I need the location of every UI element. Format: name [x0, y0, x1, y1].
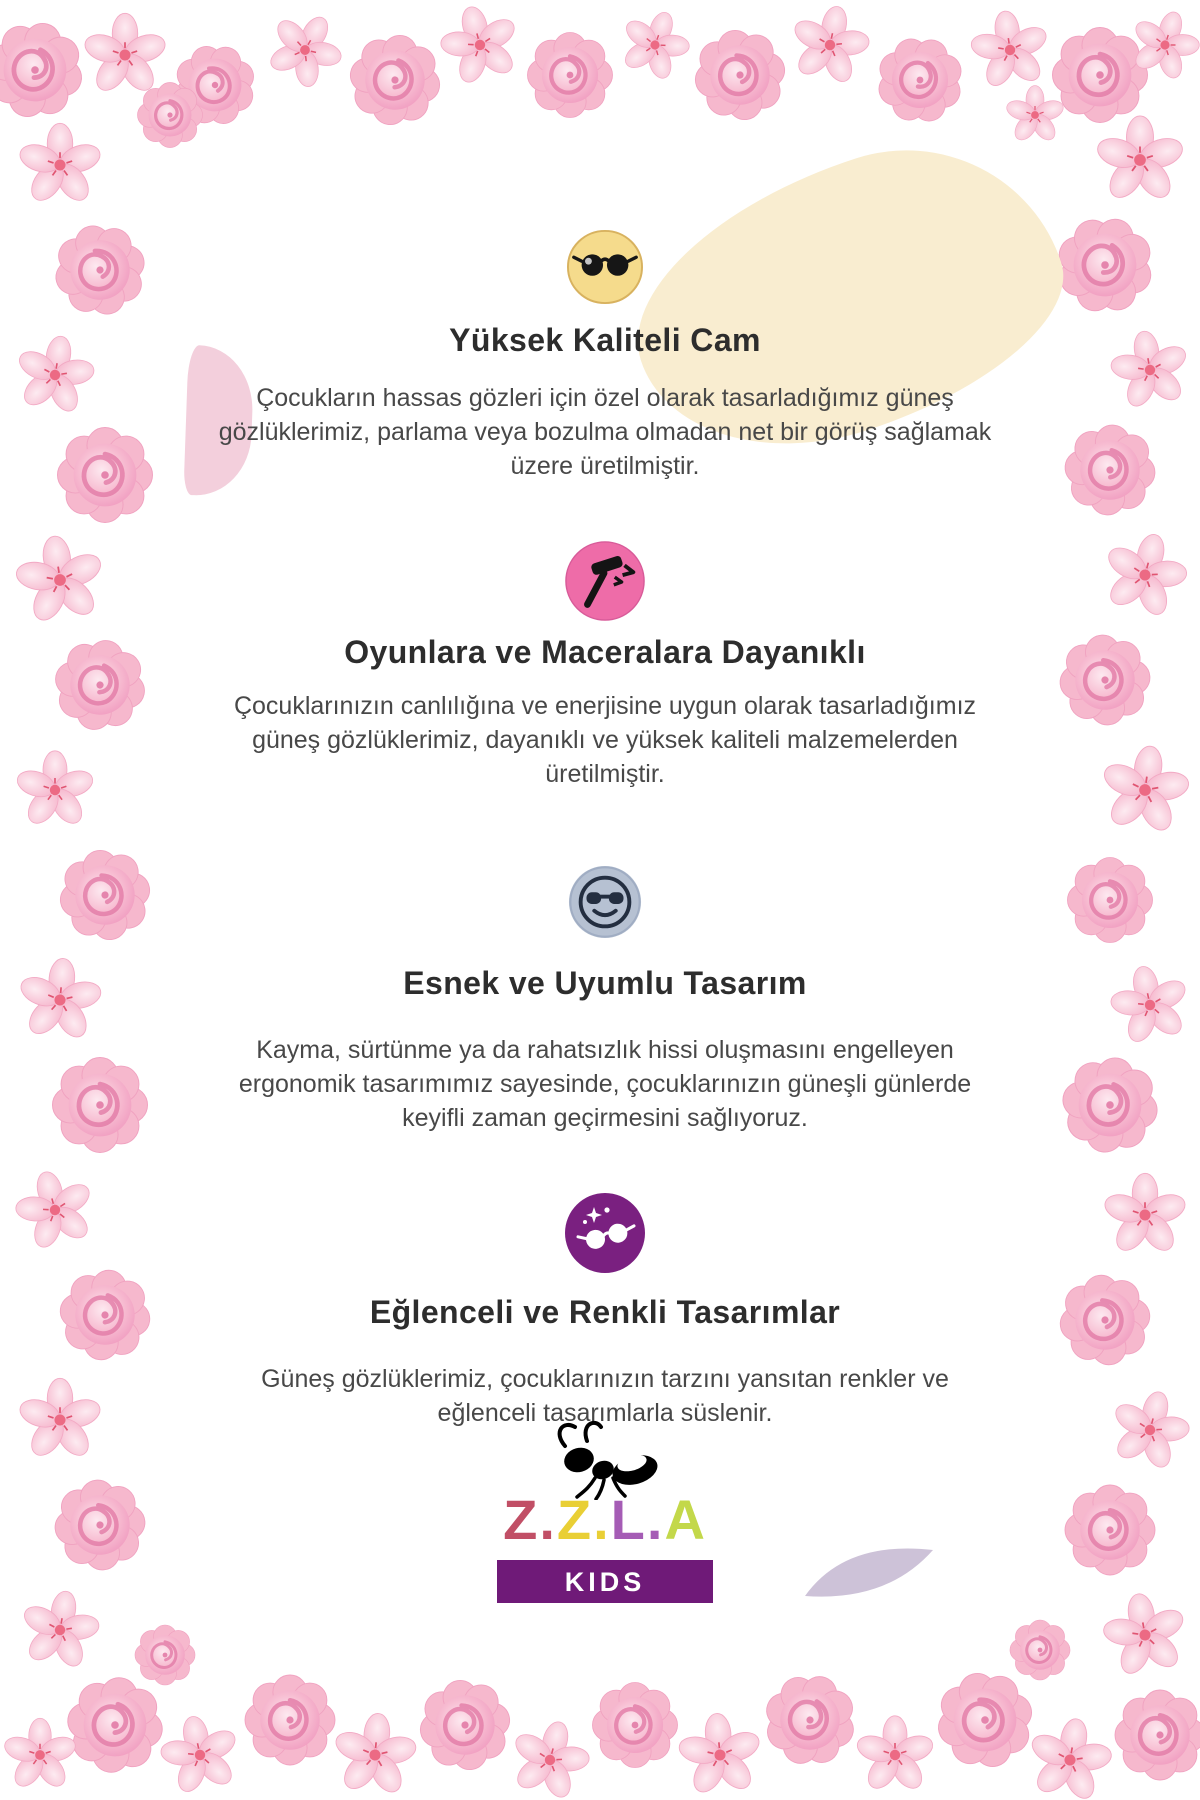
brand-name — [215, 1490, 995, 1550]
feature-title-durability: Oyunlara ve Maceralara Dayanıklı — [344, 634, 866, 670]
smiley-sunglasses-icon — [567, 864, 643, 940]
brand-letter: Z — [503, 1488, 540, 1551]
feature-title-design: Eğlenceli ve Renkli Tasarımlar — [369, 1294, 841, 1330]
brand-letter: L — [610, 1488, 647, 1551]
hammer-icon — [564, 540, 646, 622]
brand-letter: Z — [556, 1488, 594, 1551]
feature-title-quality: Yüksek Kaliteli Cam — [449, 322, 761, 358]
feature-body-durability: Çocuklarınızın canlılığına ve enerjisine uygun olarak tasarladığımız güneş gözlüklerimiz, dayanıklı ve yüksek kaliteli malzemelerden üretilmiştir. — [233, 692, 977, 788]
brand-letter: A — [664, 1488, 707, 1551]
brand-letter: . — [593, 1488, 611, 1551]
brand-letter: . — [646, 1488, 665, 1551]
feature-title-comfort: Esnek ve Uyumlu Tasarım — [403, 965, 807, 1001]
brand-letter: . — [539, 1488, 557, 1551]
brand-tag: KIDS — [497, 1560, 713, 1603]
sunglasses-emoji-icon — [566, 229, 644, 305]
feature-body-quality: Çocukların hassas gözleri için özel olarak tasarladığımız güneş gözlüklerimiz, parlama veya bozulma olmadan net bir görüş sağlamak üzere üretilmiştir. — [218, 384, 992, 480]
feature-body-comfort: Kayma, sürtünme ya da rahatsızlık hissi oluşmasını engelleyen ergonomik tasarımımız sayesinde, çocuklarınızın güneşli günlerde keyifli zaman geçirmesini sağlıyoruz. — [238, 1036, 972, 1132]
sparkle-sunglasses-icon — [563, 1191, 647, 1275]
feature-body-design: Güneş gözlüklerimiz, çocuklarınızın tarzını yansıtan renkler ve eğlenceli tasarımlarla süslenir. — [261, 1365, 949, 1427]
